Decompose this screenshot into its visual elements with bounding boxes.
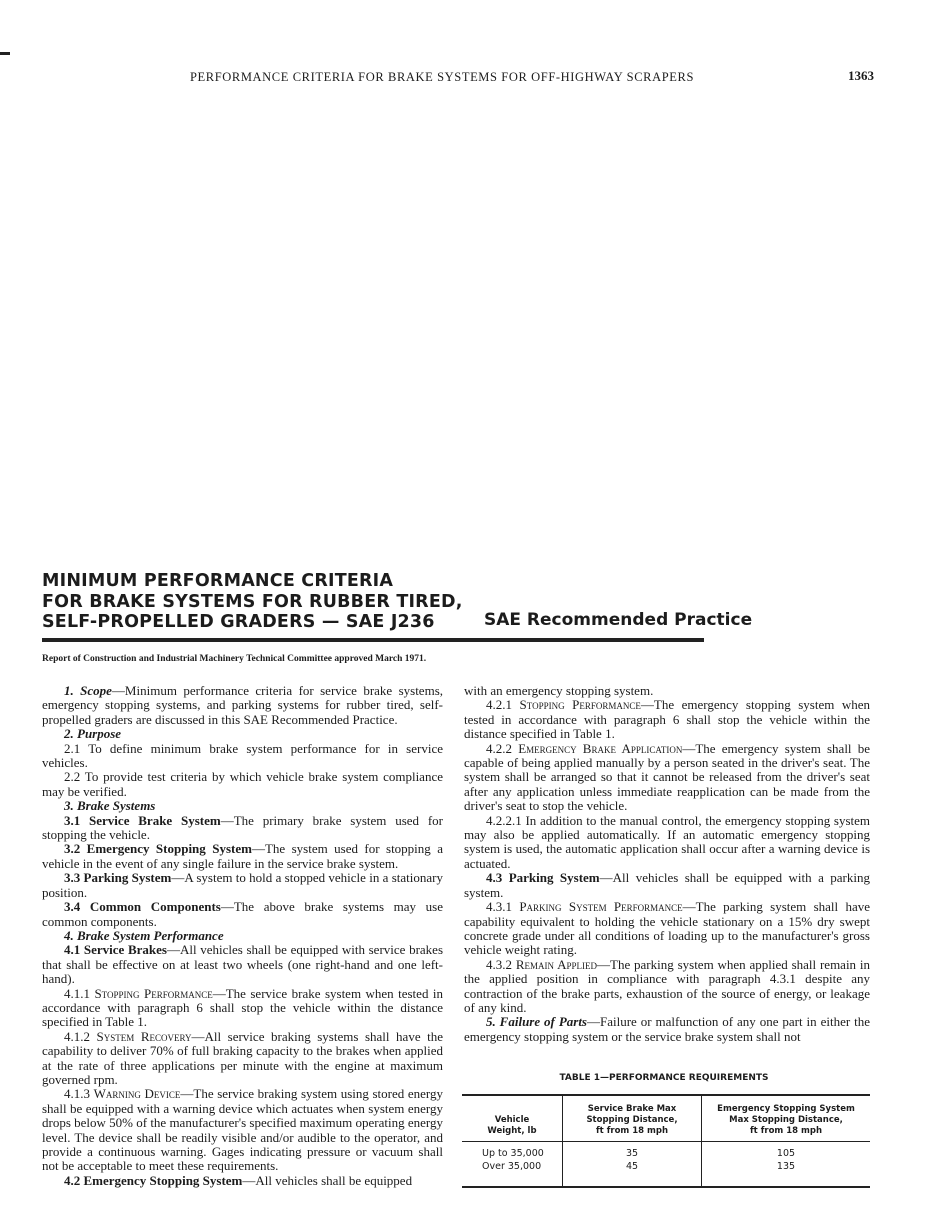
paragraph-4-3-2: 4.3.2 Remain Applied—The parking system when applied shall remain in the applied position in compliance with paragraph 4.3.1 despite any contraction of the brake parts, exhaustion of the source of energy, or leakage of any kind.: [464, 956, 870, 1015]
paragraph-3-3: 3.3 Parking System—A system to hold a stopped vehicle in a stationary position.: [42, 870, 443, 900]
right-column: [464, 684, 870, 1044]
paragraph-2-1: 2.1 To define minimum brake system performance for in service vehicles.: [42, 740, 443, 771]
paragraph-4-1-3: 4.1.3 Warning Device—The service braking system using stored energy shall be equipped with a warning device which actuates when system energy drops below 50% of the manufacturer's specified maximum operating energy level. The device shall be readily visible and/or audible to the operator, and provide a continuous warning. Gages indicating pressure or vacuum shall not be acceptable to meet these requirements.: [42, 1086, 444, 1174]
paragraph-4-2-1: 4.2.1 Stopping Performance—The emergency stopping system when tested in accordance with paragraph 6 shall stop the vehicle within the distance specified in Table 1.: [464, 697, 871, 742]
page-number: 1363: [848, 68, 874, 83]
paragraph-3-4: 3.4 Common Components—The above brake systems may use common components.: [42, 899, 443, 929]
paragraph-2-2: 2.2 To provide test criteria by which vehicle brake system compliance may be verified.: [42, 769, 443, 799]
paragraph-4-1: 4.1 Service Brakes—All vehicles shall be equipped with service brakes that shall be effective on at least two wheels (one right-hand and one left-hand).: [42, 942, 444, 987]
paragraph-4-2-2: 4.2.2 Emergency Brake Application—The emergency system shall be capable of being applied manually by a person seated in the driver's seat. The system shall be arranged so that it cannot be released from the driver's seat after any application unless immediate reapplication can be made from the driver's seat to stop the vehicle.: [464, 740, 870, 814]
paragraph-3-1: 3.1 Service Brake System—The primary brake system used for stopping the vehicle.: [42, 812, 443, 843]
document-title: [42, 571, 463, 633]
table-cell: 35: [563, 1142, 702, 1161]
paragraph-4-3-1: 4.3.1 Parking System Performance—The parking system shall have capability equivalent to holding the vehicle stationary on a 15% dry swept concrete grade under all conditions of loading up to the manufacturer's gross vehicle weight rating.: [464, 899, 870, 958]
table-cell: Up to 35,000: [482, 1148, 544, 1159]
column-header-vehicle-weight: Vehicle Weight, lb: [462, 1095, 563, 1142]
paragraph-4-1-2: 4.1.2 System Recovery—All service braking systems shall have the capability to deliver 70% of full braking capacity to the brakes when applied at the rate of three applications per minute with the engine at maximum governed rpm.: [42, 1028, 444, 1087]
title-line-2: FOR BRAKE SYSTEMS FOR RUBBER TIRED,: [42, 591, 463, 612]
column-header-emergency-system: Emergency Stopping System Max Stopping Distance, ft from 18 mph: [702, 1095, 871, 1142]
paragraph-4-2-continued: with an emergency stopping system.: [464, 683, 654, 698]
table-cell: 45: [563, 1160, 702, 1187]
report-line: Report of Construction and Industrial Machinery Technical Committee approved March 1971.: [42, 654, 427, 664]
paragraph-scope: 1. Scope—Minimum performance criteria for service brake systems, emergency stopping systems, and parking systems for rubber tired, self-propelled graders are discussed in this SAE Recommended Practice.: [42, 683, 443, 727]
heading-purpose: 2. Purpose: [64, 726, 122, 742]
paragraph-4-1-1: 4.1.1 Stopping Performance—The service brake system when tested in accordance with paragraph 6 shall stop the vehicle within the distance specified in Table 1.: [42, 985, 443, 1030]
left-column: [42, 684, 443, 1188]
table-row: [462, 1142, 870, 1161]
column-header-service-brake: Service Brake Max Stopping Distance, ft from 18 mph: [563, 1095, 702, 1142]
margin-mark: [0, 52, 10, 55]
paragraph-5: 5. Failure of Parts—Failure or malfunction of any one part in either the emergency stopping system or the service brake system shall not: [464, 1014, 870, 1044]
title-line-3: SELF-PROPELLED GRADERS — SAE J236: [42, 612, 435, 632]
title-line-1: MINIMUM PERFORMANCE CRITERIA: [42, 571, 394, 591]
running-head: PERFORMANCE CRITERIA FOR BRAKE SYSTEMS FOR OFF-HIGHWAY SCRAPERS: [190, 70, 694, 84]
paragraph-3-2: 3.2 Emergency Stopping System—The system used for stopping a vehicle in the event of any single failure in the service brake system.: [42, 841, 443, 871]
paragraph-4-3: 4.3 Parking System—All vehicles shall be equipped with a parking system.: [464, 870, 870, 900]
table-row: [462, 1160, 870, 1187]
table-cell: 135: [702, 1160, 871, 1187]
table-cell: 105: [702, 1142, 871, 1161]
performance-table: [462, 1094, 870, 1188]
paragraph-4-2: 4.2 Emergency Stopping System—All vehicles shall be equipped: [64, 1172, 413, 1188]
table-title: TABLE 1—PERFORMANCE REQUIREMENTS: [559, 1073, 769, 1083]
practice-label: SAE Recommended Practice: [484, 610, 753, 630]
heading-brake-systems: 3. Brake Systems: [64, 798, 156, 814]
table-cell: Over 35,000: [462, 1160, 563, 1187]
paragraph-4-2-2-1: 4.2.2.1 In addition to the manual control, the emergency stopping system may also be applied automatically. If an automatic emergency stopping system is used, the automatic application shall occur after a warning device is actuated.: [464, 812, 870, 871]
table-header-row: [462, 1095, 870, 1142]
heading-performance: 4. Brake System Performance: [64, 927, 224, 943]
heading-scope: 1. Scope: [64, 683, 112, 698]
title-rule: [42, 638, 704, 642]
